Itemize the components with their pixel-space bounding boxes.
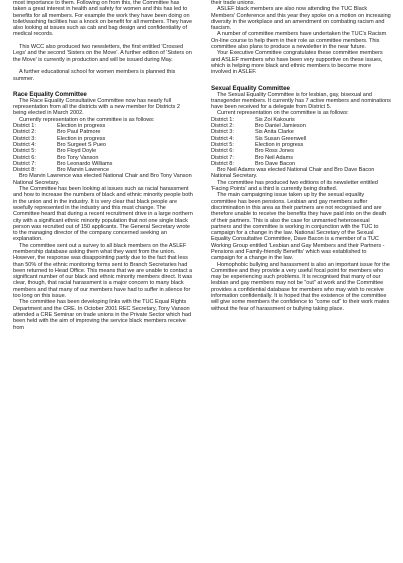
- representative-name: Sis Susan Greenwell: [255, 135, 307, 142]
- representative-name: Election in progress: [57, 123, 106, 130]
- representative-name: Bro Ross Jones: [255, 148, 294, 155]
- paragraph: A further educational school for women members is planned this summer.: [13, 69, 176, 82]
- district-label: District 8:: [211, 160, 234, 167]
- representative-name: Election in progress: [57, 135, 106, 142]
- paragraph: The Committee has been looking at issues such as racial harassment and how to increase the numbers of black and ethnic minority people both in the union and in the industry. It is very clear that black people are woefully represented in the industry and this must change. The Committee heard that during a recent recruitment drive in a large northern city with a significant ethnic minority population that not one single black person was recruited out of 150 applicants. The General Secretary wrote to the managing director of the company concerned seeking an explanation.: [13, 186, 193, 243]
- representative-name: Bro Paul Patmore: [57, 129, 101, 136]
- district-label: District 4:: [211, 135, 234, 142]
- district-label: District 2:: [13, 129, 36, 136]
- paragraph: Current representation on the committee is as follows:: [217, 110, 349, 117]
- district-label: District 8:: [13, 167, 36, 174]
- district-label: District 7:: [211, 154, 234, 161]
- district-label: District 6:: [13, 154, 36, 161]
- section-heading-sexual-equality: Sexual Equality Committee: [211, 84, 290, 92]
- district-label: District 7:: [13, 160, 36, 167]
- paragraph: Bro Neil Adams was elected National Chair and Bro Dave Bacon National Secretary.: [211, 167, 375, 180]
- paragraph: most importance to them. Following on from this, the Committee has taken a great interest in health and safety for women and this has led to benefits for all members. For example the work they have been doing on toilet/washing facilities has a knock on benefit for all members. They have also looking at issues such as cab and bag design and confidentiality of medical records.: [13, 0, 193, 38]
- paragraph: The committee sent out a survey to all black members on the ASLEF membership database asking them what they want from the union. However, the response was disappointing partly due to the fact that less than 50% of the ethnic monitoring forms sent to Branch Secretaries had been returned to Head Office. This means that we are unable to contact a significant number of our black and ethnic minority members direct. It was clear, though, that racial harassment is a major concern to many black members and that many of our members have had to suffer in silence for too long on this issue.: [13, 242, 193, 300]
- race-representation-list: [13, 123, 193, 173]
- paragraph: This WCC also produced two newsletters, the first entitled 'Crossed Legs' and the second 'Sisters on the Move'. A further edition of 'Sisters on the Move' is currently in production and will be issued during May.: [13, 44, 192, 63]
- district-label: District 4:: [13, 141, 36, 148]
- paragraph: Bro Marvin Lawrence was elected National Chair and Bro Tony Vanson National Secretary.: [13, 173, 192, 186]
- representative-name: Bro Marvin Lawrence: [57, 167, 110, 174]
- paragraph: Your Executive Committee congratulates these committee members and ASLEF members who have been very supportive on these issues, which is helping more black and ethnic members to become more involved in ASLEF.: [211, 50, 383, 76]
- representative-name: Bro Daniel Jamieson: [255, 123, 306, 130]
- paragraph: A number of committee members have undertaken the TUC's Racism On-line course to help them in their role as committee members. This committee also plans to produce a newsletter in the near future.: [211, 31, 387, 51]
- district-label: District 5:: [211, 141, 234, 148]
- right-column: [211, 0, 391, 563]
- paragraph: The committee has been developing links with the TUC Equal Rights Department and the CRE. In October 2001 REC Secretary, Tony Vanson attended a CRE Seminar on trade unions in the Private Sector which had been held with the aim of improving the service black members receive from: [13, 299, 192, 331]
- paragraph: The committee has produced two editions of its newsletter entitled 'Facing Points' and a third is currently being drafted.: [211, 179, 378, 193]
- paragraph: their trade unions.: [211, 0, 256, 6]
- representative-name: Bro Neil Adams: [255, 154, 293, 161]
- paragraph: Homophobic bullying and harassment is also an important issue for the Committee and they provide a very useful focal point for members who may be experiencing such problems. It is recognised that many of our lesbian and gay members may not be "out" at work and the Committee provides a confidential database for members who may wish to receive information confidentially. It is hoped that the existence of the committee will give some members the confidence to "come out" to their work mates without the fear of harassment or bullying taking place.: [211, 261, 390, 312]
- district-label: District 6:: [211, 148, 234, 155]
- district-label: District 1:: [211, 116, 234, 123]
- left-column: [13, 0, 193, 563]
- paragraph: Currently representation on the committee is as follows:: [19, 116, 155, 123]
- representative-name: Sis Anita Clarke: [255, 129, 294, 136]
- representative-name: Bro Leonardo Williams: [57, 160, 113, 167]
- representative-name: Bro Surgeet S Pueo: [57, 141, 106, 148]
- sexual-representation-list: [211, 117, 391, 167]
- paragraph: The Race Equality Consultative Committee now has nearly full representation from all the districts with a new member for Districts 2 being elected in March 2002.: [13, 97, 180, 117]
- paragraph: The main campaigning issue taken up by the sexual equality committee has been pensions. Lesbian and gay members suffer discrimination in this area as their partners are not recognised and are therefore unable to receive the benefits they have paid into on the death of their partners. This is also the case for unmarried heterosexual partners and the committee is working in conjunction with the TUC to campaign for a change in the law. National Secretary of the Sexual Equality Consultative Committee, Dave Bacon is a member of a TUC Working Group entitled 'Lesbian and Gay Members and their Partners - Pensions and Family-friendly Benefits' which was established to campaign for a change in the law.: [211, 192, 387, 262]
- district-label: District 3:: [13, 135, 36, 142]
- representative-name: Election in progress: [255, 141, 304, 148]
- representative-name: Bro Dave Bacon: [255, 160, 296, 167]
- document-page: [13, 0, 391, 563]
- paragraph: The Sexual Equality Committee is for lesbian, gay, bisexual and transgender members. It currently has 7 active members and nominations have been received for a delegate from District 5.: [211, 91, 391, 111]
- representative-name: Bro Tony Vanson: [57, 154, 99, 161]
- paragraph: ASLEF black members are also now attending the TUC Black Members' Conference and this year they spoke on a motion on increasing diversity in the workplace and an amendment on combating racism and fascism.: [211, 6, 391, 32]
- representative-name: Bro Floyd Doyle: [57, 148, 97, 155]
- district-label: District 5:: [13, 148, 36, 155]
- section-heading-race-equality: Race Equality Committee: [13, 90, 87, 98]
- district-label: District 1:: [13, 123, 36, 130]
- representative-name: Sis Zoi Kakouris: [255, 116, 295, 123]
- district-label: District 3:: [211, 129, 234, 136]
- district-label: District 2:: [211, 123, 234, 130]
